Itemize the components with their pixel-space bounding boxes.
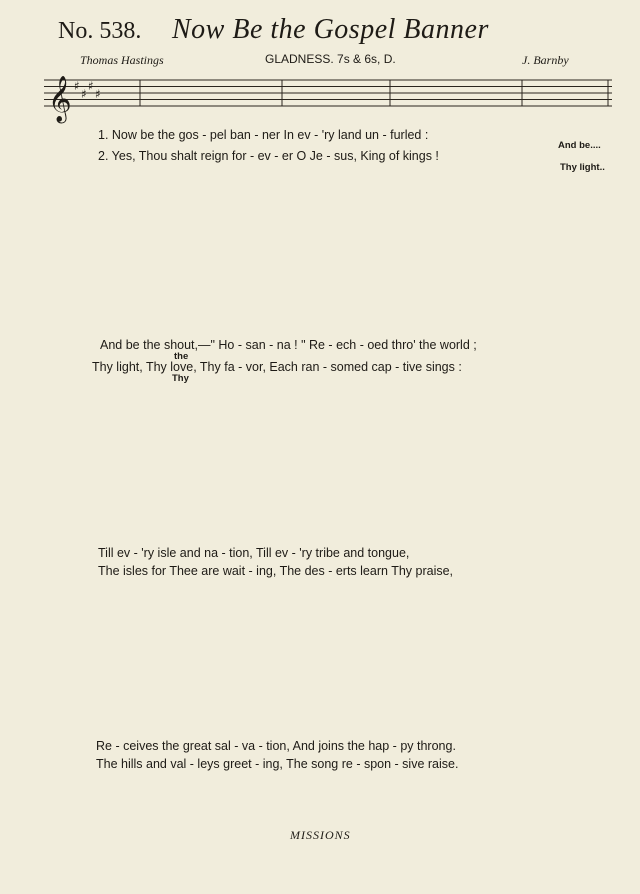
lyric-extra: Thy: [172, 373, 189, 384]
lyric-line-verse-1: Re - ceives the great sal - va - tion, And joins the hap - py throng.: [96, 739, 456, 753]
lyric-line-verse-2: Thy light, Thy love, Thy fa - vor, Each ran - somed cap - tive sings :: [92, 360, 462, 374]
composer-credit: J. Barnby: [522, 53, 569, 67]
tune-name: GLADNESS. 7s & 6s, D.: [265, 52, 396, 66]
sharp-icon: ♯: [81, 87, 87, 101]
lyric-line-verse-2: The hills and val - leys greet - ing, The song re - spon - sive raise.: [96, 757, 459, 771]
lyric-extra: Thy light..: [560, 162, 605, 173]
section-footer: MISSIONS: [290, 828, 351, 842]
sharp-icon: ♯: [74, 79, 80, 93]
lyric-extra: the: [174, 351, 189, 362]
author-credit: Thomas Hastings: [80, 53, 164, 67]
lyric-line-verse-2: The isles for Thee are wait - ing, The des - erts learn Thy praise,: [98, 564, 454, 578]
lyric-line-verse-1: 1. Now be the gos - pel ban - ner In ev - 'ry land un - furled :: [98, 128, 429, 142]
lyric-line-verse-1: Till ev - 'ry isle and na - tion, Till ev - 'ry tribe and tongue,: [98, 546, 410, 560]
lyric-line-verse-1: And be the shout,—" Ho - san - na ! " Re - ech - oed thro' the world ;: [100, 338, 477, 352]
hymn-title: Now Be the Gospel Banner: [172, 14, 489, 45]
lyric-line-verse-2: 2. Yes, Thou shalt reign for - ev - er O Je - sus, King of kings !: [98, 149, 439, 163]
lyric-extra: And be....: [558, 140, 601, 151]
treble-clef-icon: 𝄞: [48, 76, 72, 122]
hymn-number: No. 538.: [58, 18, 142, 44]
sharp-icon: ♯: [88, 79, 94, 93]
sharp-icon: ♯: [95, 87, 101, 101]
